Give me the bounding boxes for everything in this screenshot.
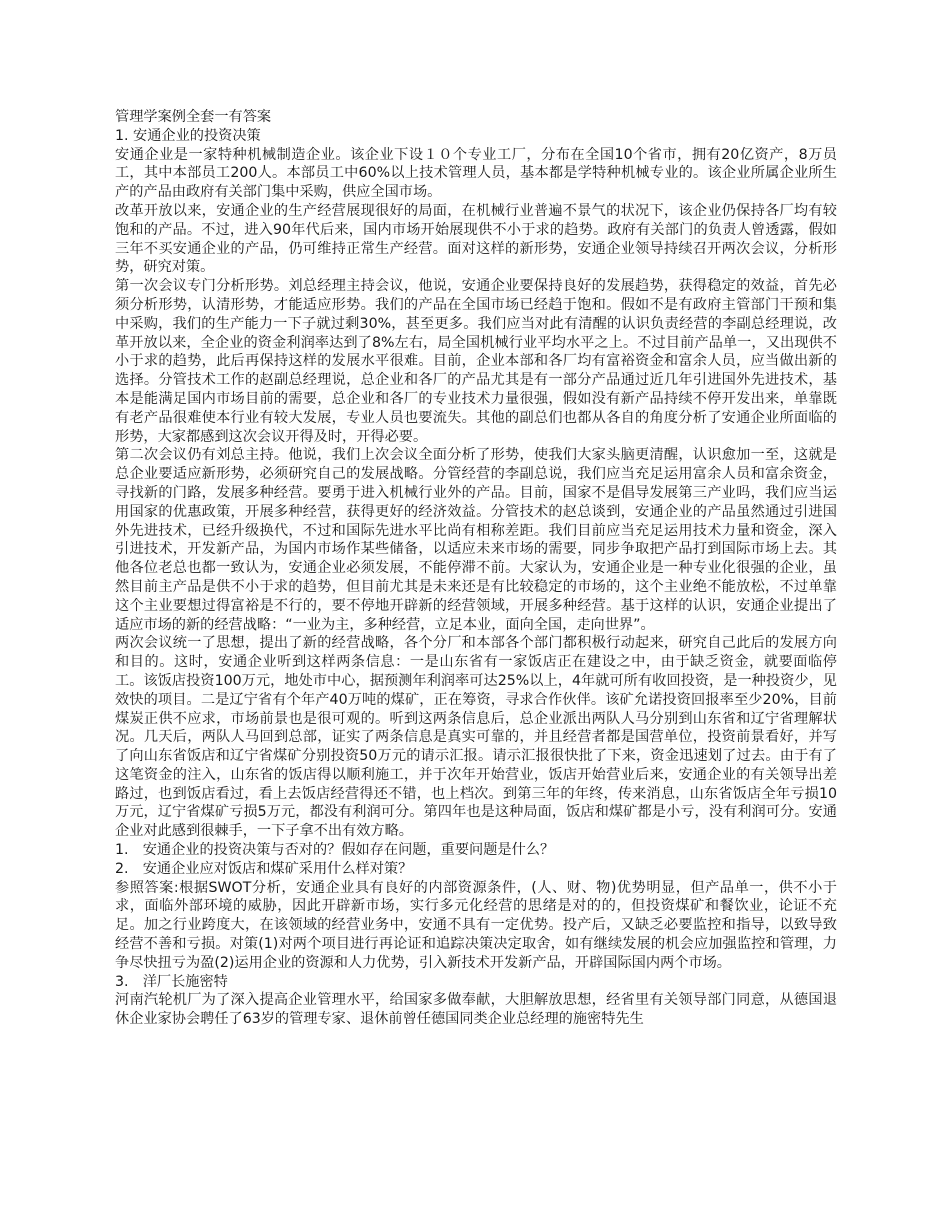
paragraph: 第一次会议专门分析形势。刘总经理主持会议，他说，安通企业要保持良好的发展趋势，获得稳定的效益，首先必须分析形势，认清形势，才能适应形势。我们的产品在全国市场已经趋于饱和。假如不是有政府主管部门干预和集中采购，我们的生产能力一下子就过剩30%，甚至更多。我们应当对此有清醒的认识负责经营的李副总经理说，改革开放以来，全企业的资金利润率达到了8%左右，局全国机械行业平均水平之上。不过目前产品单一，又出现供不小于求的趋势，此后再保持这样的发展水平很难。目前，企业本部和各厂均有富裕资金和富余人员，应当做出新的选择。分管技术工作的赵副总经理说，总企业和各厂的产品尤其是有一部分产品通过近几年引进国外先进技术，基本是能满足国内市场目前的需要，总企业和各厂的专业技术力量很强，假如没有新产品持续不停开发出来，单靠既有老产品很难使本行业有较大发展，专业人员也要流失。其他的副总们也都从各自的角度分析了安通企业所面临的形势，大家都感到这次会议开得及时，开得必要。	[115, 278, 837, 445]
paragraph: 河南汽轮机厂为了深入提高企业管理水平，给国家多做奉献，大胆解放思想，经省里有关领导部门同意，从德国退休企业家协会聘任了63岁的管理专家、退休前曾任德国同类企业总经理的施密特先生	[115, 992, 837, 1028]
question-1: 1. 安通企业的投资决策与否对的？假如存在问题，重要问题是什么？	[115, 842, 555, 859]
paragraph: 第二次会议仍有刘总主持。他说，我们上次会议全面分析了形势，使我们大家头脑更清醒，认识愈加一至，这就是总企业要适应新形势，必须研究自己的发展战略。分管经营的李副总说，我们应当充足运用富余人员和富余资金，寻找新的门路，发展多种经营。要勇于进入机械行业外的产品。目前，国家不是倡导发展第三产业吗，我们应当运用国家的优惠政策，开展多种经营，获得更好的经济效益。分管技术的赵总谈到，安通企业的产品虽然通过引进国外先进技术，已经升级换代，不过和国际先进水平比尚有相称差距。我们目前应当充足运用技术力量和资金，深入引进技术，开发新产品，为国内市场作某些储备，以适应未来市场的需要，同步争取把产品打到国际市场上去。其他各位老总也都一致认为，安通企业必须发展，不能停滞不前。大家认为，安通企业是一种专业化很强的企业，虽然目前主产品是供不小于求的趋势，但目前尤其是未来还是有比较稳定的市场的，这个主业绝不能放松，不过单靠这个主业要想过得富裕是不行的，要不停地开辟新的经营领域，开展多种经营。基于这样的认识，安通企业提出了适应市场的新的经营战略：“一业为主，多种经营，立足本业，面向全国，走向世界”。	[115, 447, 837, 633]
paragraph: 安通企业是一家特种机械制造企业。该企业下设１０个专业工厂，分布在全国10个省市，拥有20亿资产，8万员工，其中本部员工200人。本部员工中60%以上技术管理人员，基本都是学特种机械专业的。该企业所属企业所生产的产品由政府有关部门集中采购，供应全国市场。	[115, 146, 837, 201]
document-page	[115, 108, 837, 1029]
reference-answer: 参照答案:根据SWOT分析，安通企业具有良好的内部资源条件，(人、财、物)优势明显，但产品单一，供不小于求，面临外部环境的威胁，因此开辟新市场，实行多元化经营的思绪是对的的，但投资煤矿和餐饮业，论证不充足。加之行业跨度大，在该领域的经营业务中，安通不具有一定优势。投产后，又缺乏必要监控和指导，以致导致经营不善和亏损。对策(1)对两个项目进行再论证和追踪决策决定取舍，如有继续发展的机会应加强监控和管理，力争尽快扭亏为盈(2)运用企业的资源和人力优势，引入新技术开发新产品，开辟国际国内两个市场。	[115, 879, 837, 971]
document-title: 管理学案例全套一有答案	[115, 109, 272, 125]
section-heading-3: 3. 洋厂长施密特	[115, 973, 228, 990]
question-2: 2. 安通企业应对饭店和煤矿采用什么样对策？	[115, 860, 413, 877]
section-heading-1: 1. 安通企业的投资决策	[115, 127, 261, 144]
paragraph: 两次会议统一了思想，提出了新的经营战略，各个分厂和本部各个部门都积极行动起来，研究自己此后的发展方向和目的。这时，安通企业听到这样两条信息：一是山东省有一家饭店正在建设之中，由于缺乏资金，就要面临停工。该饭店投资100万元，地处市中心，据预测年利润率可达25%以上，4年就可所有收回投资，是一种投资少，见效快的项目。二是辽宁省有个年产40万吨的煤矿，正在筹资，寻求合作伙伴。该矿允诺投资回报率至少20%，目前煤炭正供不应求，市场前景也是很可观的。听到这两条信息后，总企业派出两队人马分别到山东省和辽宁省理解状况。几天后，两队人马回到总部，证实了两条信息是真实可靠的，并且经营者都是国营单位，投资前景看好，并写了向山东省饭店和辽宁省煤矿分别投资50万元的请示汇报。请示汇报很快批了下来，资金迅速划了过去。由于有了这笔资金的注入，山东省的饭店得以顺利施工，并于次年开始营业，饭店开始营业后来，安通企业的有关领导出差路过，也到饭店看过，看上去饭店经营得还不错，也上档次。到第三年的年终，传来消息，山东省饭店全年亏损10万元，辽宁省煤矿亏损5万元，都没有利润可分。第四年也是这种局面，饭店和煤矿都是小亏，没有利润可分。安通企业对此感到很棘手，一下子拿不出有效方略。	[115, 635, 837, 840]
paragraph: 改革开放以来，安通企业的生产经营展现很好的局面，在机械行业普遍不景气的状况下，该企业仍保持各厂均有较饱和的产品。不过，进入90年代后来，国内市场开始展现供不小于求的趋势。政府有关部门的负责人曾透露，假如三年不买安通企业的产品，仍可维持正常生产经营。面对这样的新形势，安通企业领导持续召开两次会议，分析形势，研究对策。	[115, 202, 837, 276]
